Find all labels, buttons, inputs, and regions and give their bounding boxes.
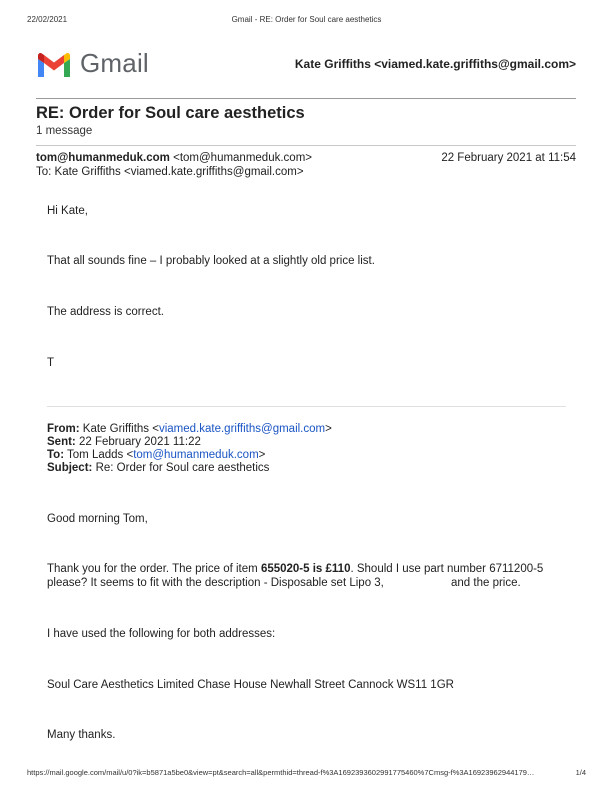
quoted-paragraph: I have used the following for both addresses: [47, 628, 276, 640]
quoted-sent [47, 436, 201, 448]
account-label: Kate Griffiths <viamed.kate.griffiths@gmail.com> [294, 57, 576, 71]
sender-address: <tom@humanmeduk.com> [173, 152, 312, 164]
quoted-to-name: Tom Ladds < [67, 449, 134, 461]
quoted-paragraph-line: please? It seems to fit with the description - Disposable set Lipo 3, [47, 577, 384, 589]
quoted-paragraph-line [47, 563, 543, 575]
header-divider [36, 98, 576, 99]
print-date: 22/02/2021 [27, 15, 68, 24]
quoted-to [47, 449, 265, 461]
quoted-subject-value: Re: Order for Soul care aesthetics [95, 462, 270, 474]
quoted-sent-value: 22 February 2021 11:22 [78, 436, 201, 448]
quoted-from-close: > [325, 423, 332, 435]
body-paragraph: That all sounds fine – I probably looked at a slightly old price list. [47, 255, 375, 267]
quoted-subject-label: Subject: [47, 462, 93, 474]
quoted-greeting: Good morning Tom, [47, 513, 148, 525]
quoted-price: 655020-5 is £110 [260, 563, 351, 575]
sender-name: tom@humanmeduk.com [36, 152, 170, 164]
body-paragraph: The address is correct. [47, 306, 164, 318]
recipient-line: To: Kate Griffiths <viamed.kate.griffiths@gmail.com> [36, 166, 304, 178]
print-url: https://mail.google.com/mail/u/0?ik=b5871a5be0&view=pt&search=all&permthid=thread-f%3A1692393602991775460%7Cmsg-f%3A16923962944179… [27, 768, 535, 777]
quoted-from-email-link[interactable]: viamed.kate.griffiths@gmail.com [158, 423, 326, 435]
sender-line [36, 152, 312, 164]
quoted-subject [47, 462, 269, 474]
gmail-logo[interactable] [36, 48, 166, 80]
quoted-from [47, 423, 332, 435]
quoted-to-close: > [258, 449, 266, 461]
body-greeting: Hi Kate, [47, 205, 88, 217]
quoted-address: Soul Care Aesthetics Limited Chase House Newhall Street Cannock WS11 1GR [47, 679, 454, 691]
quoted-text: . Should I use part number 6711200-5 [350, 563, 544, 575]
quoted-sent-label: Sent: [47, 436, 76, 448]
thread-divider [36, 145, 576, 146]
quoted-text: Thank you for the order. The price of item [47, 563, 261, 575]
message-date: 22 February 2021 at 11:54 [441, 152, 576, 164]
print-title: Gmail - RE: Order for Soul care aesthetics [231, 15, 382, 24]
thread-subject: RE: Order for Soul care aesthetics [36, 104, 305, 122]
gmail-wordmark: Gmail [80, 48, 149, 78]
message-count: 1 message [36, 125, 93, 137]
gmail-m-logo-icon [36, 51, 72, 79]
quoted-to-email-link[interactable]: tom@humanmeduk.com [133, 449, 259, 461]
body-signoff: T [47, 357, 55, 369]
quoted-closing: Many thanks. [47, 729, 116, 741]
quoted-from-label: From: [47, 423, 80, 435]
quote-divider [47, 406, 566, 407]
page-number: 1/4 [575, 768, 586, 777]
quoted-paragraph-line-end: and the price. [451, 577, 521, 589]
quoted-from-name: Kate Griffiths < [82, 423, 159, 435]
quoted-to-label: To: [47, 449, 65, 461]
